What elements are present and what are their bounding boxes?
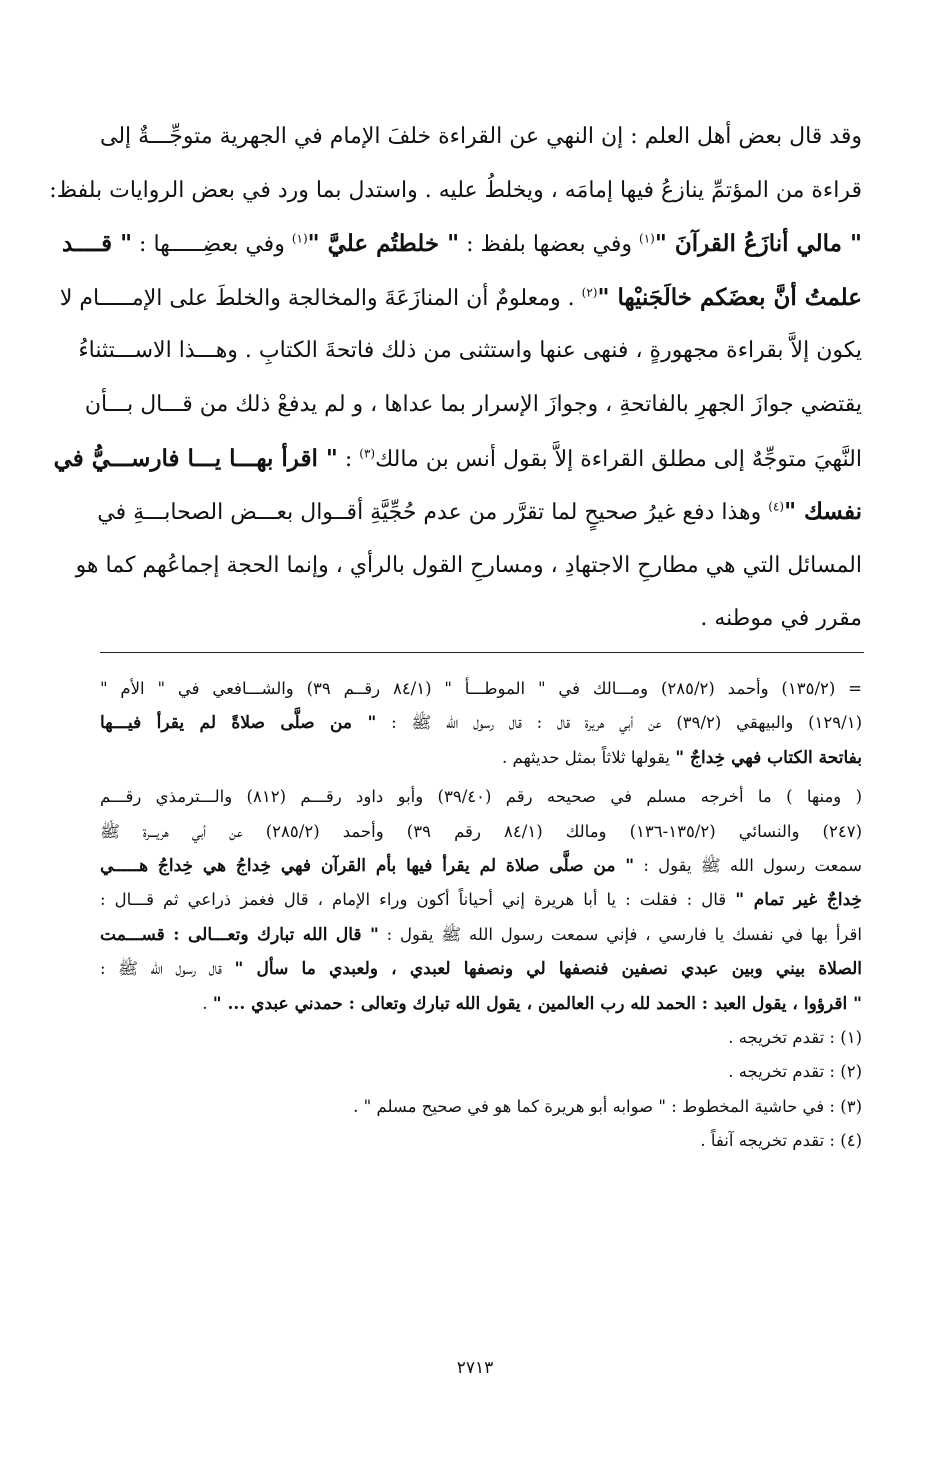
footnote-4: (٤) : تقدم تخريجه آنفاً . [700,1131,862,1151]
text-run: وفي بعضها بلفظ : [459,232,640,258]
text-line [97,485,862,539]
footnote-1: (١) : تقدم تخريجه . [728,1027,862,1047]
footnote-separator [100,652,864,653]
bold-quote: " اقرؤوا ، يقول العبد : الحمد لله رب العالمين ، يقول الله تبارك وتعالى : حمدني عبدي ... " [212,993,862,1014]
text-run: ( ومنها ) ما أخرجه مسلم في صحيحه رقم (٣٩/٤٠) وأبو داود رقـــم (٨١٢) والـــترمذي رقـــم [100,787,863,807]
text-run: = (١٣٥/٢) وأحمد (٢٨٥/٢) ومـــالك في " الموطـــأ " (٨٤/١ رقــم ٣٩) والشـــافعي في " الأم " [100,679,862,698]
bold-quote: نفسك " [784,498,862,526]
text-run: اقرأ بها في نفسك يا فارسي ، فإني سمعت رسول الله ﷺ يقول : [378,924,862,944]
bold-quote: " مالي أنازَعُ القرآنَ " [654,230,862,258]
text-run: النَّهيَ متوجِّهٌ إلى مطلق القراءة إلاَّ بقول أنس بن مالك [375,446,862,472]
footnote-continuation [100,672,862,775]
bold-quote: " اقرأ بهـــا يـــا فارســـيُّ في [53,444,338,472]
text-line [100,672,862,706]
text-line [100,592,862,646]
text-line [100,110,862,164]
footnote-muslim-hadith [100,780,862,1021]
footnote-ref: (١) [639,231,655,246]
bold-quote: " قال الله تبارك وتعـــالى : قســـمت [100,924,379,945]
text-line [75,539,862,593]
text-run: مقرر في موطنه . [700,606,862,632]
footnote-2: (٢) : تقدم تخريجه . [728,1062,862,1082]
bold-quote: " من صلَّى صلاة لم يقرأ فيها بأم القرآن فهي خِداجُ هي خِداجُ هـــــي [100,855,635,876]
text-line [100,987,862,1021]
main-text [49,110,862,646]
bold-quote: " من صلَّى صلاةً لم يقرأ فيـــها [100,713,377,734]
text-line [49,164,862,218]
text-run: (١٢٩/١) والبيهقي (٣٩/٢) عن أبي هريرة قال : قال رسول الله ﷺ : [376,713,862,733]
text-run: يكون إلاَّ بقراءة مجهورةٍ ، فنهى عنها واستثنى من ذلك فاتحةَ الكتابِ . وهـــذا الاســـتثناءُ [78,338,862,364]
text-line [78,324,862,378]
text-line [100,780,862,814]
footnote-ref: (٣) [359,446,376,461]
text-run: قراءة من المؤتمِّ ينازعُ فيها إمامَه ، ويخلطُ عليه . واستدل بما ورد في بعض الروايات بلفظ: [49,177,862,203]
text-line [100,706,862,740]
text-run: . ومعلومٌ أن المنازَعَةَ والمخالجة والخلطَ على الإمـــــام لا [59,285,582,311]
text-line [84,378,862,432]
footnote-3: (٣) : في حاشية المخطوط : " صوابه أبو هريرة كما هو في صحيح مسلم " . [353,1096,862,1116]
footnote-ref: (٢) [581,285,598,300]
text-line [100,849,862,883]
text-line [53,432,862,486]
text-line [100,918,862,952]
page-number: ٢٧١٣ [456,1358,494,1378]
text-line [59,271,862,325]
text-run: . [202,993,213,1013]
text-run: المسائل التي هي مطارحِ الاجتهادِ ، ومسارحِ القول بالرأي ، وإنما الحجة إجماعُهم كما هو [75,552,862,578]
bold-quote: علمتُ أنَّ بعضَكم خالَجَنيْها " [597,283,862,311]
footnotes-section [100,672,862,1158]
bold-quote: " قــــد [62,230,133,258]
text-run: سمعت رسول الله ﷺ يقول : [634,855,862,875]
text-run: قال رسول الله ﷺ : [100,959,235,979]
text-run: : [337,446,360,472]
text-run: (٢٤٧) والنسائي (١٣٥/٢-١٣٦) ومالك (٨٤/١ رقم ٣٩) وأحمد (٢٨٥/٢) عن أبي هريـــرة ﷺ [100,821,863,841]
text-run: وفي بعضِـــــها : [132,232,292,258]
text-line [62,217,862,271]
text-line [100,952,862,986]
bold-quote: بفاتحة الكتاب فهي خِداجٌ " [675,747,862,768]
footnote-ref: (٤) [768,499,785,514]
bold-quote: الصلاة بيني وبين عبدي نصفين فنصفها لي ونصفها لعبدي ، ولعبدي ما سأل " [234,959,862,980]
text-run: وهذا دفع غيرُ صحيحٍ لما تقرَّر من عدم حُجِّيَّةِ أقــوال بعـــض الصحابـــةِ في [97,500,769,526]
bold-quote: خِداجٌ غير تمام " [735,890,862,911]
footnote-list [100,1021,862,1159]
text-line [100,883,862,917]
text-run: يقتضي جوازَ الجهرِ بالفاتحةِ ، وجوازَ الإسرار بما عداها ، و لم يدفعْ ذلك من قـــال بـــأن [84,391,862,417]
text-run: قال : فقلت : يا أبا هريرة إني أحياناً أكون وراء الإمام ، قال فغمز ذراعي ثم قـــال : [100,890,736,910]
text-run: يقولها ثلاثاً بمثل حديثهم . [501,747,676,767]
text-line [100,741,862,775]
text-line [100,815,862,849]
text-run: وقد قال بعض أهل العلم : إن النهي عن القراءة خلفَ الإمام في الجهرية متوجِّـــةٌ إلى [100,124,862,149]
footnote-ref: (١) [291,231,308,246]
bold-quote: " خلطتُم عليَّ " [307,230,460,258]
